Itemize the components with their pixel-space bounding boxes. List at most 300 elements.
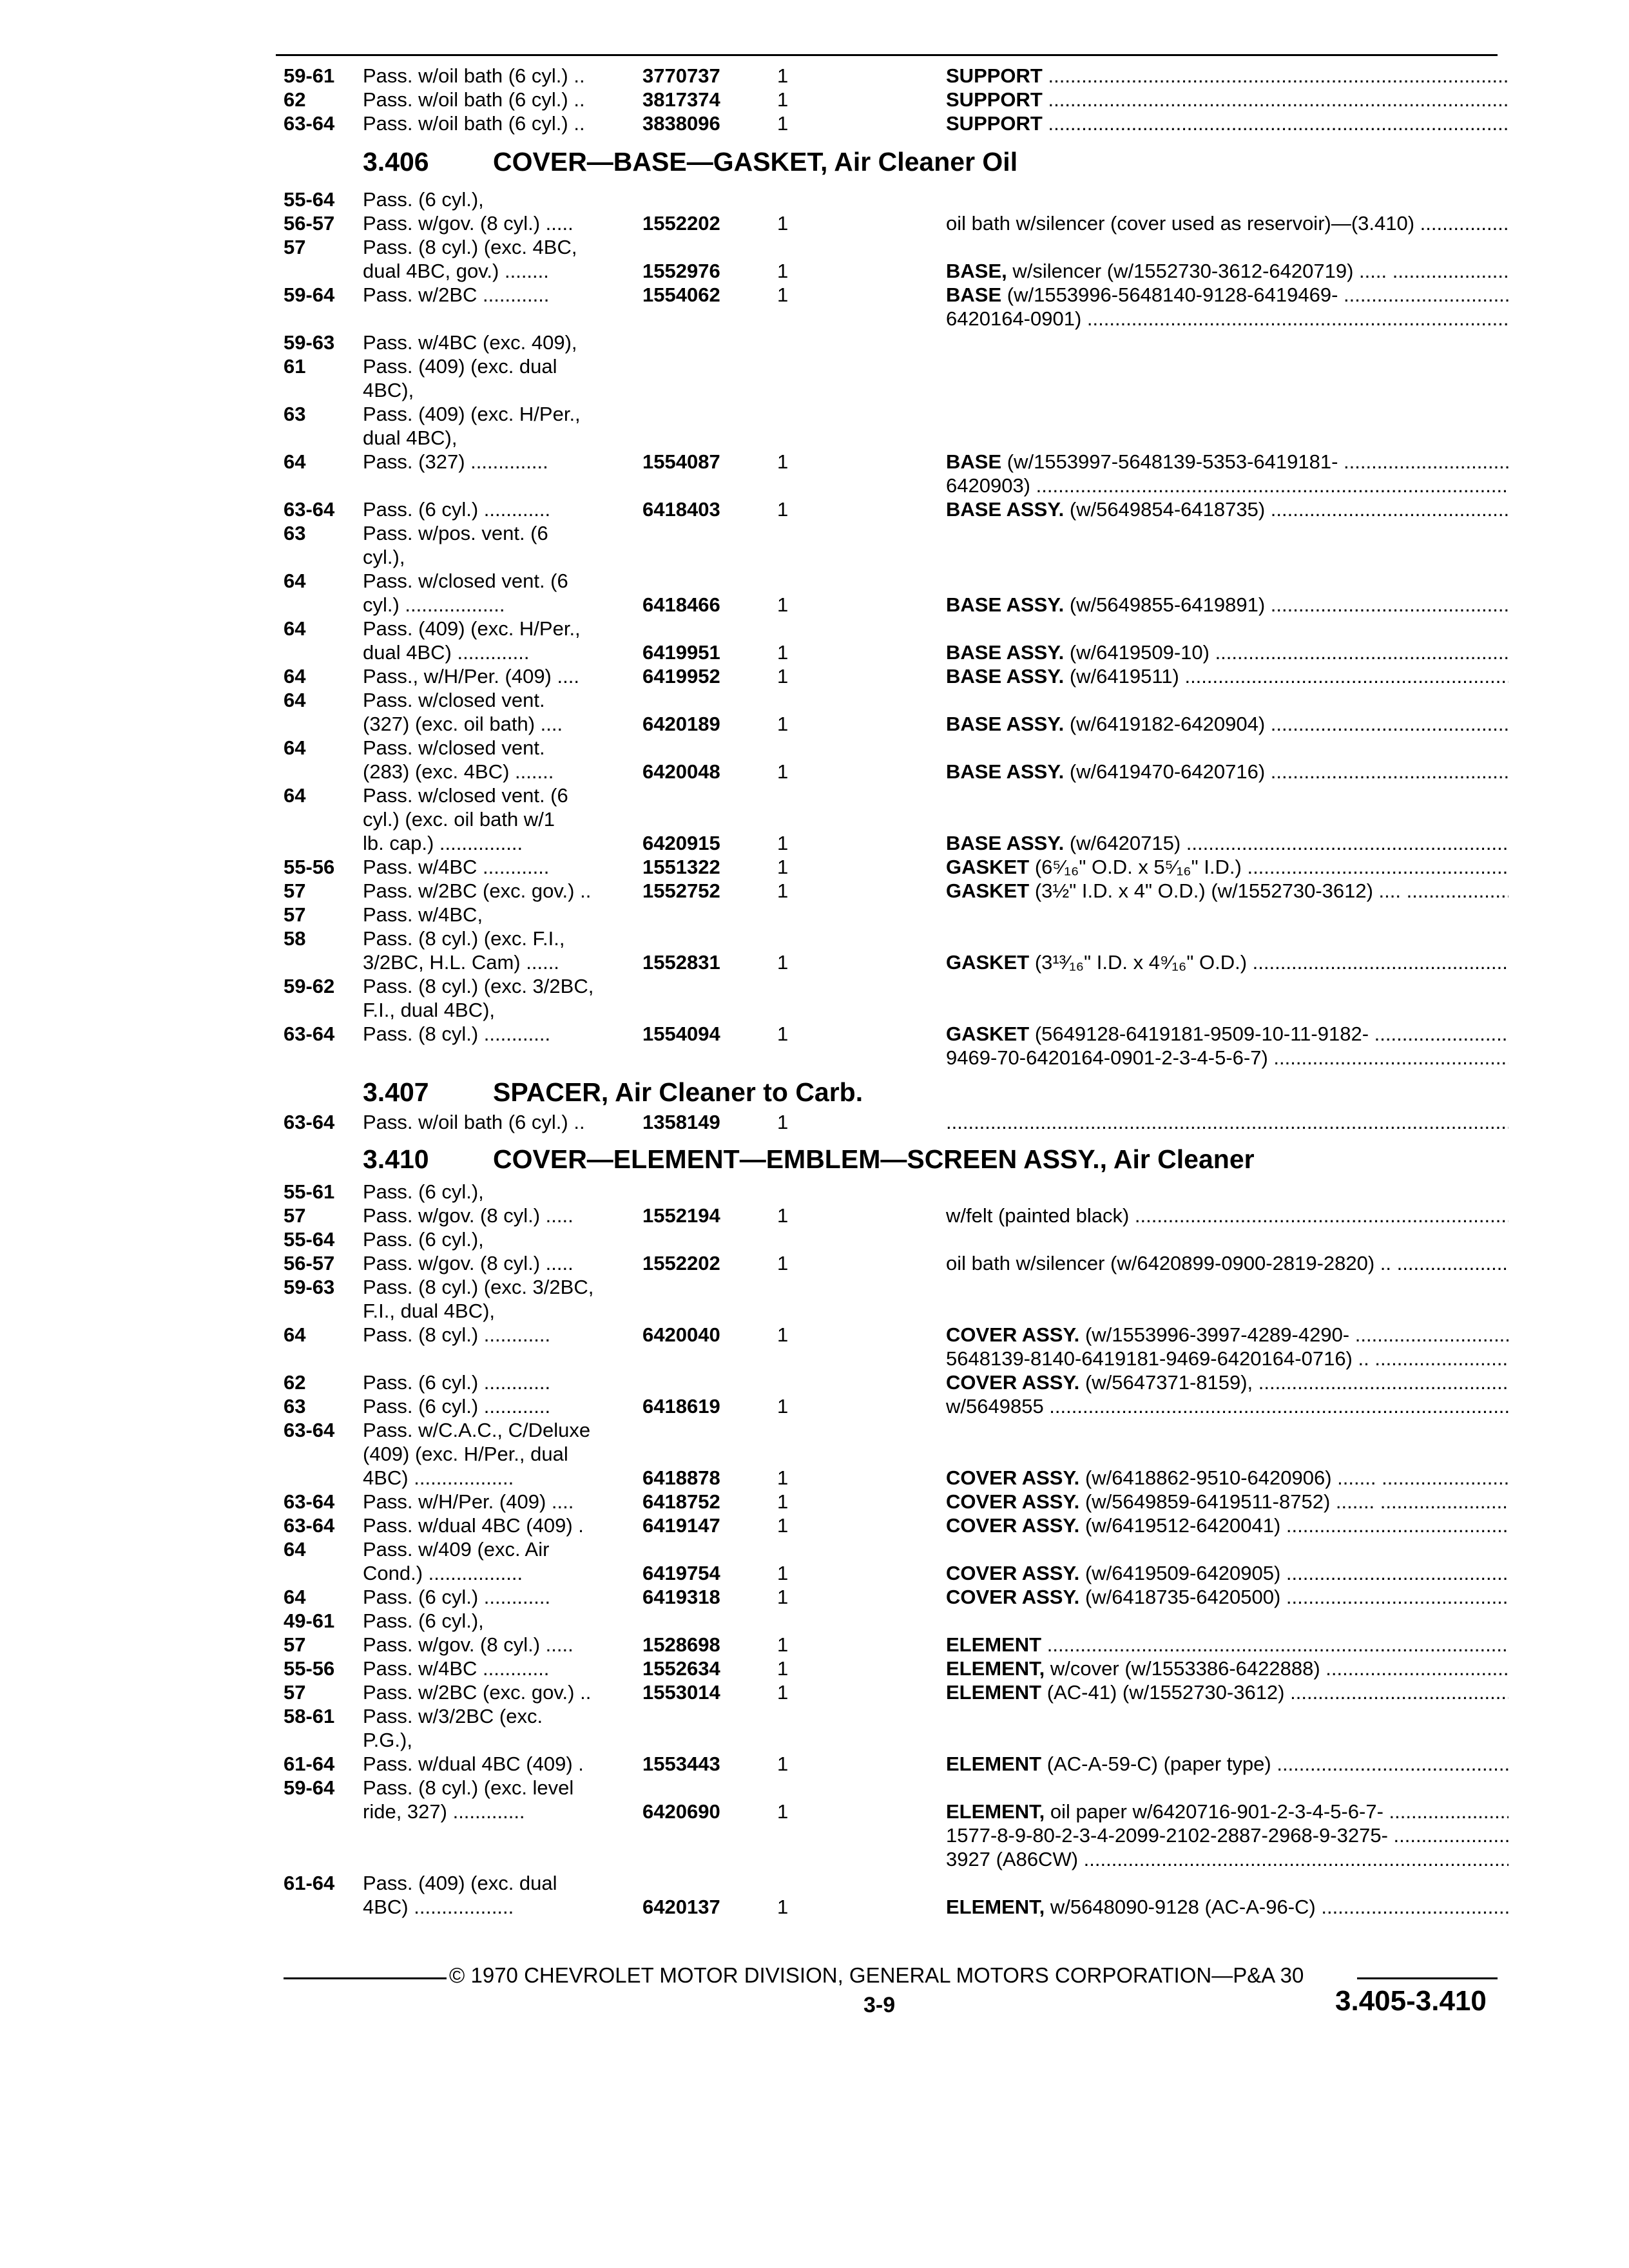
- description: [946, 831, 1509, 856]
- description-text: (w/5649855-6419891): [1069, 593, 1266, 616]
- table-row: [0, 687, 1629, 713]
- table-row: [0, 1489, 1629, 1515]
- model-years: 57: [284, 1204, 306, 1227]
- description: [946, 1823, 1509, 1849]
- description-text: w/cover (w/1553386-6422888): [1050, 1657, 1320, 1680]
- description-keyword: BASE: [946, 450, 1002, 473]
- model-years: 64: [284, 450, 306, 473]
- description-keyword: ELEMENT,: [946, 1657, 1045, 1680]
- application: Pass. w/4BC,: [363, 903, 483, 926]
- model-years: 64: [284, 1586, 306, 1608]
- description: [946, 1847, 1509, 1872]
- description: [946, 1203, 1509, 1229]
- description-text: (3½" I.D. x 4" O.D.) (w/1552730-3612) ....: [1034, 879, 1401, 902]
- model-years: 59-64: [284, 1776, 335, 1799]
- application: lb. cap.) ...............: [363, 832, 523, 854]
- description: [946, 1465, 1509, 1491]
- description: [946, 1322, 1509, 1348]
- description-text: 5648139-8140-6419181-9469-6420164-0716) ..: [946, 1347, 1369, 1370]
- part-number: 3817374: [642, 88, 720, 111]
- description: [946, 1370, 1509, 1396]
- table-row: [0, 1513, 1629, 1539]
- description: [946, 258, 1509, 284]
- quantity: 1: [777, 1586, 789, 1608]
- description-keyword: BASE ASSY.: [946, 760, 1065, 783]
- description-text: 1577-8-9-80-2-3-4-2099-2102-2887-2968-9-3275-: [946, 1824, 1388, 1847]
- table-row: [0, 378, 1629, 403]
- table-row: [0, 235, 1629, 260]
- table-row: [0, 187, 1629, 213]
- table-row: [0, 1346, 1629, 1372]
- description: [946, 759, 1509, 785]
- description-keyword: SUPPORT: [946, 88, 1043, 111]
- model-years: 57: [284, 903, 306, 926]
- application: (327) (exc. oil bath) ....: [363, 713, 563, 735]
- application: F.I., dual 4BC),: [363, 1300, 496, 1322]
- part-number: 1554094: [642, 1023, 720, 1045]
- description: [946, 1894, 1509, 1920]
- description-text: (w/6419509-6420905): [1084, 1562, 1281, 1584]
- description-keyword: ELEMENT: [946, 1753, 1042, 1775]
- model-years: 62: [284, 88, 306, 111]
- application: Pass. (6 cyl.) ............: [363, 1395, 551, 1418]
- description-text: (6⁵⁄₁₆" O.D. x 5⁵⁄₁₆" I.D.): [1034, 856, 1242, 878]
- application: cyl.) ..................: [363, 593, 505, 616]
- application: Pass. (6 cyl.),: [363, 1180, 484, 1203]
- model-years: 55-61: [284, 1180, 335, 1203]
- part-number: 1528698: [642, 1633, 720, 1656]
- table-row: [0, 1894, 1629, 1920]
- description-text: oil paper w/6420716-901-2-3-4-5-6-7-: [1050, 1800, 1383, 1823]
- table-row: [0, 1537, 1629, 1562]
- description-text: 6420164-0901): [946, 307, 1082, 330]
- application: Pass. (8 cyl.) (exc. 3/2BC,: [363, 975, 594, 997]
- table-row: [0, 1823, 1629, 1849]
- part-number: 6418466: [642, 593, 720, 616]
- description: [946, 282, 1509, 308]
- table-row: [0, 497, 1629, 523]
- table-row: [0, 1021, 1629, 1047]
- model-years: 63-64: [284, 498, 335, 521]
- description: [946, 1021, 1509, 1047]
- application: Pass. w/409 (exc. Air: [363, 1538, 550, 1561]
- quantity: 1: [777, 1204, 789, 1227]
- description-keyword: COVER ASSY.: [946, 1371, 1080, 1394]
- table-row: [0, 1274, 1629, 1300]
- description-keyword: SUPPORT: [946, 112, 1043, 135]
- description-text: w/silencer (w/1552730-3612-6420719) .....: [1012, 260, 1387, 282]
- table-row: [0, 1727, 1629, 1753]
- model-years: 55-56: [284, 856, 335, 878]
- section-heading-3410: [0, 1142, 1629, 1177]
- description: [946, 1632, 1509, 1658]
- application: dual 4BC),: [363, 427, 458, 449]
- model-years: 63: [284, 1395, 306, 1418]
- description: [946, 1656, 1509, 1682]
- table-row: [0, 878, 1629, 904]
- model-years: 64: [284, 1323, 306, 1346]
- application: Pass. w/2BC (exc. gov.) ..: [363, 1681, 592, 1704]
- section-number: 3.406: [363, 147, 429, 177]
- model-years: 59-63: [284, 1276, 335, 1298]
- application: Pass. (6 cyl.),: [363, 188, 484, 211]
- description: [946, 711, 1509, 737]
- application: Pass. w/C.A.C., C/Deluxe: [363, 1419, 591, 1441]
- quantity: 1: [777, 1490, 789, 1513]
- part-number: 1554087: [642, 450, 720, 473]
- application: Pass. w/gov. (8 cyl.) .....: [363, 1204, 574, 1227]
- description-keyword: BASE: [946, 284, 1002, 306]
- quantity: 1: [777, 260, 789, 282]
- table-row: [0, 807, 1629, 832]
- quantity: 1: [777, 64, 789, 87]
- table-row: [0, 831, 1629, 856]
- model-years: 61: [284, 355, 306, 378]
- description-text: (5649128-6419181-9509-10-11-9182-: [1034, 1023, 1369, 1045]
- description-text: w/5648090-9128 (AC-A-96-C): [1050, 1896, 1316, 1918]
- table-row: [0, 1632, 1629, 1658]
- application: Pass. w/oil bath (6 cyl.) ..: [363, 1111, 585, 1133]
- part-number: 1553014: [642, 1681, 720, 1704]
- footer-rule-left: [284, 1977, 447, 1979]
- table-row: [0, 1110, 1629, 1135]
- part-number: 3770737: [642, 64, 720, 87]
- table-row: [0, 1322, 1629, 1348]
- application: (283) (exc. 4BC) .......: [363, 760, 554, 783]
- quantity: 1: [777, 1633, 789, 1656]
- table-row: [0, 926, 1629, 952]
- table-row: [0, 449, 1629, 475]
- description-keyword: ELEMENT: [946, 1633, 1042, 1656]
- description-keyword: BASE ASSY.: [946, 713, 1065, 735]
- table-row: [0, 1799, 1629, 1825]
- quantity: 1: [777, 1023, 789, 1045]
- description-text: oil bath w/silencer (w/6420899-0900-2819-2820) ..: [946, 1252, 1392, 1274]
- description-text: (w/1553996-5648140-9128-6419469-: [1007, 284, 1338, 306]
- description: [946, 1045, 1509, 1071]
- description-keyword: BASE ASSY.: [946, 593, 1065, 616]
- table-row: [0, 1680, 1629, 1706]
- description-keyword: GASKET: [946, 879, 1030, 902]
- model-years: 64: [284, 784, 306, 807]
- table-row: [0, 282, 1629, 308]
- part-number: 6420137: [642, 1896, 720, 1918]
- description: [946, 1584, 1509, 1610]
- model-years: 61-64: [284, 1872, 335, 1894]
- description: [946, 1394, 1509, 1419]
- description-text: (AC-A-59-C) (paper type): [1046, 1753, 1271, 1775]
- quantity: 1: [777, 832, 789, 854]
- part-number: 6419951: [642, 641, 720, 664]
- description: [946, 854, 1509, 880]
- table-row: [0, 854, 1629, 880]
- description: [946, 878, 1509, 904]
- description-text: (w/6419511): [1069, 665, 1179, 687]
- model-years: 59-62: [284, 975, 335, 997]
- part-number: 1552634: [642, 1657, 720, 1680]
- description-keyword: ELEMENT,: [946, 1896, 1045, 1918]
- application: Pass. w/dual 4BC (409) .: [363, 1514, 584, 1537]
- description: [946, 1251, 1509, 1276]
- description-keyword: BASE ASSY.: [946, 641, 1065, 664]
- model-years: 57: [284, 1681, 306, 1704]
- table-row: [0, 1441, 1629, 1467]
- part-number: 6420690: [642, 1800, 720, 1823]
- description-text: (w/6418735-6420500): [1084, 1586, 1281, 1608]
- table-row: [0, 902, 1629, 928]
- application: 4BC) ..................: [363, 1896, 514, 1918]
- application: Pass. (6 cyl.) ............: [363, 1586, 551, 1608]
- model-years: 59-63: [284, 331, 335, 354]
- model-years: 64: [284, 665, 306, 687]
- model-years: 55-64: [284, 188, 335, 211]
- application: Pass. (409) (exc. H/Per.,: [363, 403, 581, 425]
- description-keyword: GASKET: [946, 856, 1030, 878]
- section-number: 3.410: [363, 1144, 429, 1174]
- description-text: (w/5647371-8159),: [1084, 1371, 1253, 1394]
- table-row: [0, 1584, 1629, 1610]
- table-row: [0, 354, 1629, 380]
- description-keyword: BASE,: [946, 260, 1007, 282]
- application: ride, 327) .............: [363, 1800, 525, 1823]
- table-row: [0, 735, 1629, 761]
- table-row: [0, 1870, 1629, 1896]
- table-row: [0, 401, 1629, 427]
- part-number: 6420040: [642, 1323, 720, 1346]
- application: 4BC),: [363, 379, 414, 401]
- model-years: 56-57: [284, 212, 335, 235]
- description-text: (3¹³⁄₁₆" I.D. x 4⁹⁄₁₆" O.D.): [1034, 951, 1248, 974]
- table-row: [0, 1704, 1629, 1729]
- quantity: 1: [777, 1252, 789, 1274]
- model-years: 59-61: [284, 64, 335, 87]
- description-text: (w/1553997-5648139-5353-6419181-: [1007, 450, 1338, 473]
- application: Pass. (8 cyl.) ............: [363, 1323, 551, 1346]
- table-row: [0, 1251, 1629, 1276]
- model-years: 63-64: [284, 1490, 335, 1513]
- application: Pass. (409) (exc. dual: [363, 1872, 557, 1894]
- application: Pass. (6 cyl.),: [363, 1610, 484, 1632]
- quantity: 1: [777, 1800, 789, 1823]
- part-number: 6420915: [642, 832, 720, 854]
- quantity: 1: [777, 713, 789, 735]
- table-row: [0, 711, 1629, 737]
- application: Pass. (8 cyl.) (exc. 3/2BC,: [363, 1276, 594, 1298]
- description-text: (AC-41) (w/1552730-3612): [1046, 1681, 1285, 1704]
- model-years: 63: [284, 403, 306, 425]
- table-row: [0, 759, 1629, 785]
- application: Pass. w/gov. (8 cyl.) .....: [363, 212, 574, 235]
- application: Pass. (6 cyl.),: [363, 1228, 484, 1251]
- quantity: 1: [777, 879, 789, 902]
- application: dual 4BC) .............: [363, 641, 530, 664]
- quantity: 1: [777, 1111, 789, 1133]
- application: Pass. w/2BC ............: [363, 284, 550, 306]
- description: [946, 1561, 1509, 1586]
- description-text: 6420903): [946, 474, 1031, 497]
- section-heading-3407: [0, 1075, 1629, 1110]
- application: Pass. w/gov. (8 cyl.) .....: [363, 1633, 574, 1656]
- description: [946, 1751, 1509, 1777]
- quantity: 1: [777, 88, 789, 111]
- description-keyword: COVER ASSY.: [946, 1586, 1080, 1608]
- description-keyword: COVER ASSY.: [946, 1490, 1080, 1513]
- application: P.G.),: [363, 1729, 412, 1751]
- description-keyword: BASE ASSY.: [946, 832, 1065, 854]
- table-row: [0, 783, 1629, 809]
- quantity: 1: [777, 1466, 789, 1489]
- part-number: 6419318: [642, 1586, 720, 1608]
- description-keyword: BASE ASSY.: [946, 498, 1065, 521]
- table-row: [0, 521, 1629, 546]
- description: [946, 497, 1509, 523]
- copyright-text: © 1970 CHEVROLET MOTOR DIVISION, GENERAL MOTORS CORPORATION—P&A 30: [449, 1963, 1304, 1987]
- table-row: [0, 1394, 1629, 1419]
- description-text: (w/6419509-10): [1069, 641, 1210, 664]
- application: Pass. w/closed vent. (6: [363, 784, 568, 807]
- table-row: [0, 1465, 1629, 1491]
- quantity: 1: [777, 1681, 789, 1704]
- section-number: 3.407: [363, 1077, 429, 1107]
- model-years: 58: [284, 927, 306, 950]
- application: Pass. (8 cyl.) (exc. 4BC,: [363, 236, 577, 258]
- part-number: 1552194: [642, 1204, 720, 1227]
- part-number: 6419754: [642, 1562, 720, 1584]
- application: cyl.),: [363, 546, 405, 568]
- description-text: w/5649855: [946, 1395, 1044, 1418]
- description: [946, 1110, 1509, 1135]
- description-text: (w/6419470-6420716): [1069, 760, 1266, 783]
- table-row: [0, 1370, 1629, 1396]
- model-years: 57: [284, 1633, 306, 1656]
- table-row: [0, 950, 1629, 975]
- table-row: [0, 63, 1629, 89]
- description: [946, 111, 1509, 137]
- model-years: 56-57: [284, 1252, 335, 1274]
- quantity: 1: [777, 1562, 789, 1584]
- part-number: 6418878: [642, 1466, 720, 1489]
- application: 4BC) ..................: [363, 1466, 514, 1489]
- quantity: 1: [777, 1753, 789, 1775]
- description-text: (w/5649854-6418735): [1069, 498, 1266, 521]
- quantity: 1: [777, 951, 789, 974]
- description-text: (w/6419512-6420041): [1084, 1514, 1281, 1537]
- table-row: [0, 1608, 1629, 1634]
- part-number: 6420189: [642, 713, 720, 735]
- footer-rule-right: [1357, 1977, 1498, 1979]
- description: [946, 1680, 1509, 1706]
- description-keyword: COVER ASSY.: [946, 1514, 1080, 1537]
- model-years: 63-64: [284, 1023, 335, 1045]
- quantity: 1: [777, 112, 789, 135]
- description-text: (w/6419182-6420904): [1069, 713, 1266, 735]
- table-row: [0, 568, 1629, 594]
- description-text: (w/6418862-9510-6420906) .......: [1084, 1466, 1376, 1489]
- application: Pass. w/4BC ............: [363, 1657, 550, 1680]
- quantity: 1: [777, 1323, 789, 1346]
- quantity: 1: [777, 498, 789, 521]
- section-title: COVER—BASE—GASKET, Air Cleaner Oil: [493, 147, 1018, 177]
- quantity: 1: [777, 641, 789, 664]
- part-number: 6418619: [642, 1395, 720, 1418]
- description-keyword: COVER ASSY.: [946, 1323, 1080, 1346]
- model-years: 63-64: [284, 112, 335, 135]
- description-text: 3927 (A86CW): [946, 1848, 1079, 1870]
- application: Pass. w/closed vent.: [363, 689, 545, 711]
- part-number: 6418752: [642, 1490, 720, 1513]
- application: Pass. w/H/Per. (409) ....: [363, 1490, 574, 1513]
- quantity: 1: [777, 1395, 789, 1418]
- part-number: 1552752: [642, 879, 720, 902]
- description: [946, 664, 1509, 689]
- table-row: [0, 664, 1629, 689]
- model-years: 62: [284, 1371, 306, 1394]
- section-title: COVER—ELEMENT—EMBLEM—SCREEN ASSY., Air Cleaner: [493, 1144, 1255, 1174]
- table-row: [0, 1418, 1629, 1443]
- model-years: 55-64: [284, 1228, 335, 1251]
- application: Pass. (8 cyl.) (exc. F.I.,: [363, 927, 565, 950]
- model-years: 64: [284, 736, 306, 759]
- table-row: [0, 1751, 1629, 1777]
- model-years: 63-64: [284, 1111, 335, 1133]
- table-row: [0, 616, 1629, 642]
- description: [946, 306, 1509, 332]
- description: [946, 211, 1509, 236]
- application: Cond.) .................: [363, 1562, 523, 1584]
- application: F.I., dual 4BC),: [363, 999, 496, 1021]
- table-row: [0, 997, 1629, 1023]
- description-keyword: ELEMENT,: [946, 1800, 1045, 1823]
- part-number: 1554062: [642, 284, 720, 306]
- page-number: 3-9: [863, 1993, 896, 2017]
- quantity: 1: [777, 284, 789, 306]
- table-row: [0, 1203, 1629, 1229]
- model-years: 57: [284, 879, 306, 902]
- application: Pass., w/H/Per. (409) ....: [363, 665, 579, 687]
- description-text: w/felt (painted black): [946, 1204, 1130, 1227]
- application: Pass. (409) (exc. dual: [363, 355, 557, 378]
- description: [946, 473, 1509, 499]
- table-row: [0, 544, 1629, 570]
- model-years: 63-64: [284, 1514, 335, 1537]
- description: [946, 1489, 1509, 1515]
- model-years: 64: [284, 617, 306, 640]
- application: Pass. w/pos. vent. (6: [363, 522, 548, 544]
- application: Pass. w/oil bath (6 cyl.) ..: [363, 112, 585, 135]
- description-text: 9469-70-6420164-0901-2-3-4-5-6-7): [946, 1046, 1268, 1069]
- table-row: [0, 640, 1629, 666]
- application: Pass. (8 cyl.) ............: [363, 1023, 551, 1045]
- application: Pass. w/oil bath (6 cyl.) ..: [363, 88, 585, 111]
- quantity: 1: [777, 760, 789, 783]
- part-number: 1358149: [642, 1111, 720, 1133]
- table-row: [0, 473, 1629, 499]
- table-row: [0, 1775, 1629, 1801]
- description: [946, 950, 1509, 975]
- table-row: [0, 1227, 1629, 1253]
- quantity: 1: [777, 1657, 789, 1680]
- description: [946, 1346, 1509, 1372]
- description-keyword: COVER ASSY.: [946, 1466, 1080, 1489]
- quantity: 1: [777, 212, 789, 235]
- description-keyword: ELEMENT: [946, 1681, 1042, 1704]
- part-number: 6419952: [642, 665, 720, 687]
- table-row: [0, 111, 1629, 137]
- application: Pass. w/3/2BC (exc.: [363, 1705, 543, 1727]
- description: [946, 1799, 1509, 1825]
- table-row: [0, 425, 1629, 451]
- table-row: [0, 1045, 1629, 1071]
